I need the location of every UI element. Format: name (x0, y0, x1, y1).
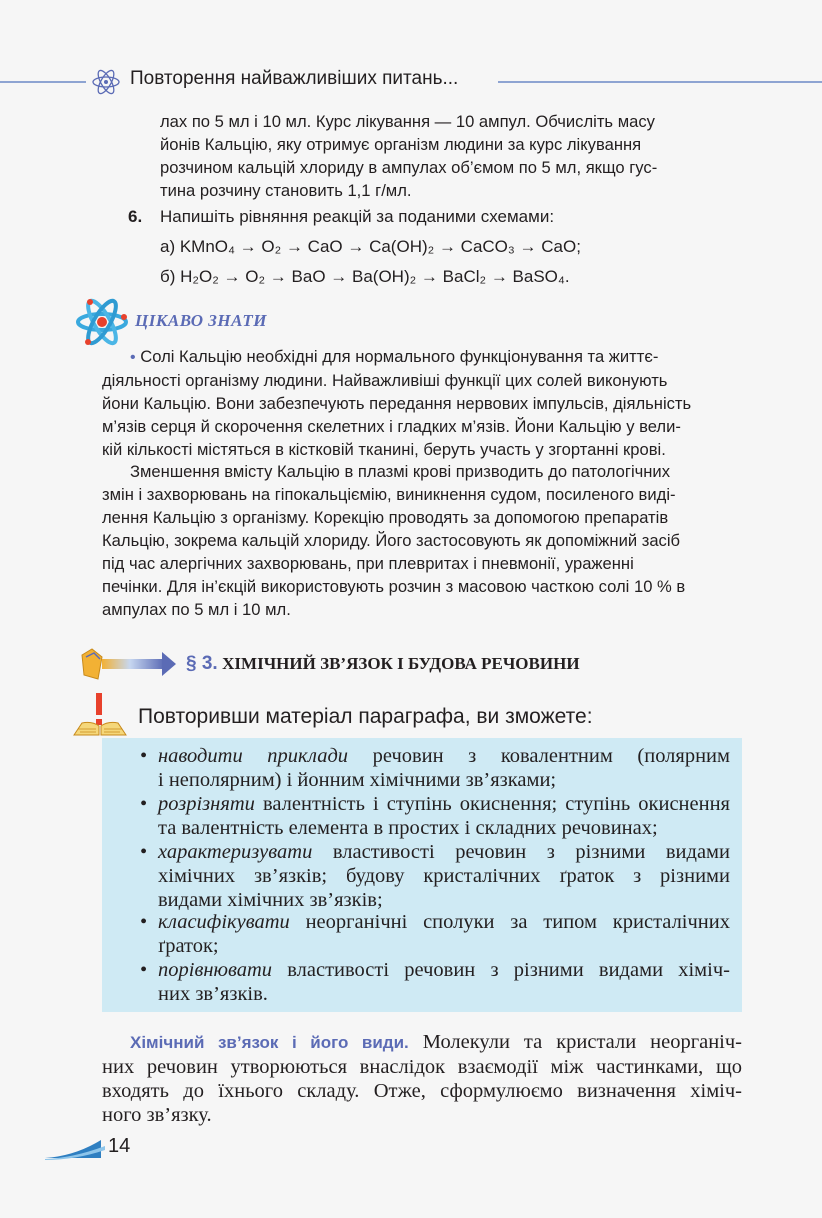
atom-icon (90, 66, 122, 98)
text-line: печінки. Для ін’єкцій використовують розчин з масовою часткою солі 10 % в (102, 577, 686, 596)
task-text: Напишіть рівняння реакцій за поданими схемами: (160, 207, 555, 226)
task5-continuation (160, 110, 742, 202)
section-number: § 3. (186, 653, 218, 674)
goal-verb: наводити приклади (158, 745, 349, 767)
goal-text: валентність і ступінь окиснення; ступінь окиснення (254, 793, 730, 815)
text-line: м’язів серця й скорочення скелетних і гладких м’язів. Йони Кальцію у вели- (102, 417, 681, 436)
goal-text: ґраток; (158, 935, 219, 957)
interesting-facts-title: ЦІКАВО ЗНАТИ (135, 311, 267, 330)
bullet-icon: • (140, 745, 148, 767)
goal-text: видами хімічних зв’язків; (158, 889, 383, 911)
goal-text: властивості речовин з різними видами хіміч- (272, 959, 730, 981)
text-line: входять до їхнього складу. Отже, сформулюємо визначення хіміч- (102, 1080, 742, 1102)
text-line: розчином кальцій хлориду в ампулах об’ємом по 5 мл, якщо гус- (160, 158, 658, 177)
paragraph-lead: Хімічний зв’язок і його види. (130, 1033, 409, 1052)
goal-text: неорганічні сполуки за типом кристалічних (289, 911, 730, 933)
page-number: 14 (108, 1135, 131, 1157)
text-line: під час алергічних захворювань, при плевритах і пневмонії, ураженні (102, 554, 634, 573)
scheme-a: а) KMnO₄ → O₂ → CaO → Ca(OH)₂ → CaCO₃ → CaO; (160, 237, 581, 256)
header-rule-left (0, 81, 86, 83)
section-heading (186, 653, 580, 675)
text-line: тина розчину становить 1,1 г/мл. (160, 181, 412, 200)
bullet-icon: • (140, 911, 148, 933)
open-book-exclamation-icon (72, 693, 128, 737)
running-header: Повторення найважливіших питань... (130, 68, 459, 89)
goal-text: властивості речовин з різними видами (312, 841, 730, 863)
task-number: 6. (128, 207, 143, 226)
atom-model-icon (74, 294, 130, 350)
text-line: йонів Кальцію, яку отримує організм людини за курс лікування (160, 135, 642, 154)
bullet-icon: • (140, 959, 148, 981)
text-line: ампулах по 5 мл і 10 мл. (102, 600, 291, 619)
text-line: Молекули та кристали неорганіч- (408, 1031, 743, 1053)
text-line: лах по 5 мл і 10 мл. Курс лікування — 10 ампул. Обчисліть масу (160, 112, 655, 131)
header-rule-right (498, 81, 822, 83)
text-line: йони Кальцію. Вони забезпечують передання нервових імпульсів, діяльність (102, 394, 692, 413)
book-arrow-icon (78, 645, 178, 683)
text-line: кій кількості містяться в кістковій тканині, беруть участь у згортанні крові. (102, 440, 666, 459)
text-line: діяльності організму людини. Найважливіші функції цих солей виконують (102, 371, 668, 390)
scheme-b: б) H₂O₂ → O₂ → BaO → Ba(OH)₂ → BaCl₂ → BaSO₄. (160, 267, 570, 286)
goal-text: них зв’язків. (158, 983, 268, 1005)
interesting-facts-para-1 (102, 345, 742, 461)
goal-text: та валентність елемента в простих і складних речовинах; (158, 817, 658, 839)
bullet-icon: • (140, 793, 148, 815)
goal-verb: класифікувати (158, 911, 290, 933)
goal-verb: розрізняти (158, 793, 255, 815)
text-line: лення Кальцію з організму. Корекцію проводять за допомогою препаратів (102, 508, 669, 527)
goal-verb: характеризувати (158, 841, 313, 863)
bullet-icon: • (140, 841, 148, 863)
goal-text: і неполярним) і йонним хімічними зв’язками; (158, 769, 557, 791)
text-line: змін і захворювань на гіпокальціємію, виникнення судом, посиленого виді- (102, 485, 676, 504)
text-line: них речовин утворюються внаслідок взаємодії між частинками, що (102, 1056, 742, 1078)
body-paragraph (102, 1030, 742, 1127)
section-title: ХІМІЧНИЙ ЗВ’ЯЗОК І БУДОВА РЕЧОВИНИ (222, 654, 580, 673)
text-line: Зменшення вмісту Кальцію в плазмі крові призводить до патологічних (130, 462, 671, 481)
goal-text: хімічних зв’язків; будову кристалічних ґраток з різними (158, 865, 730, 887)
text-line: Кальцію, зокрема кальцій хлориду. Його застосовують як допоміжний засіб (102, 531, 681, 550)
goal-verb: порівнювати (158, 959, 273, 981)
text-line: ного зв’язку. (102, 1104, 212, 1126)
text-line: Солі Кальцію необхідні для нормального функціонування та життє- (140, 347, 659, 366)
wave-decoration-icon (45, 1138, 105, 1160)
bullet-icon: • (130, 349, 136, 366)
interesting-facts-para-2 (102, 460, 742, 621)
goal-text: речовин з ковалентним (полярним (348, 745, 730, 767)
learning-goals-intro: Повторивши матеріал параграфа, ви зможете: (138, 705, 593, 728)
